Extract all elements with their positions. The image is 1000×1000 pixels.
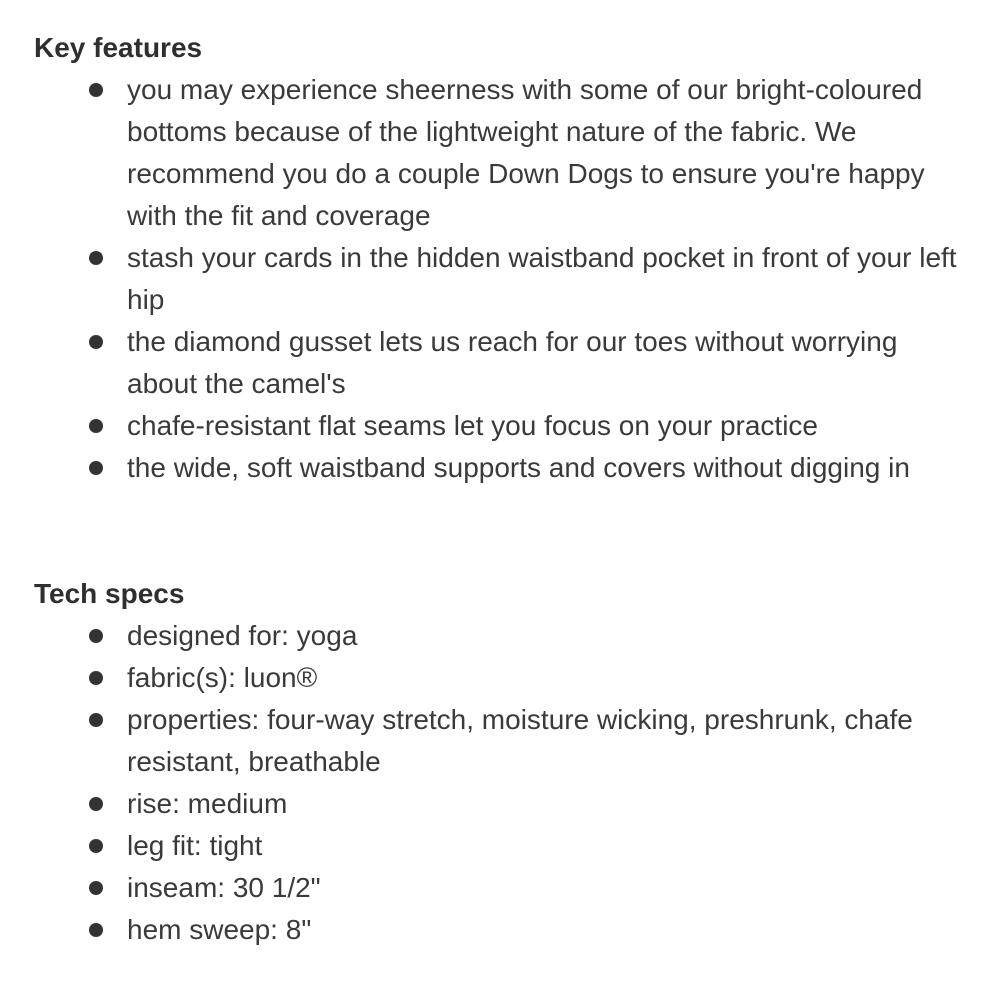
list-item-text: the wide, soft waistband supports and covers without digging in [127, 452, 910, 483]
list-item [0, 405, 1000, 447]
bullet-icon [89, 461, 103, 475]
bullet-icon [89, 335, 103, 349]
tech-specs-list [0, 615, 1000, 951]
list-item-text: fabric(s): luon® [127, 662, 318, 693]
list-item [0, 699, 1000, 783]
list-item [0, 657, 1000, 699]
tech-specs-heading: Tech specs [34, 578, 185, 609]
list-item [0, 69, 1000, 237]
bullet-icon [89, 881, 103, 895]
list-item [0, 783, 1000, 825]
list-item-text: you may experience sheerness with some of our bright-coloured bottoms because of the lightweight nature of the fabric. We recommend you do a couple Down Dogs to ensure you're happy with the fit and coverage [127, 74, 925, 231]
list-item [0, 867, 1000, 909]
list-item-text: inseam: 30 1/2" [127, 872, 321, 903]
bullet-icon [89, 83, 103, 97]
bullet-icon [89, 923, 103, 937]
bullet-icon [89, 713, 103, 727]
list-item-text: stash your cards in the hidden waistband pocket in front of your left hip [127, 242, 957, 315]
list-item-text: designed for: yoga [127, 620, 358, 651]
bullet-icon [89, 797, 103, 811]
key-features-list [0, 69, 1000, 489]
key-features-heading: Key features [34, 32, 203, 63]
list-item [0, 237, 1000, 321]
list-item-text: chafe-resistant flat seams let you focus on your practice [127, 410, 818, 441]
list-item [0, 321, 1000, 405]
list-item-text: the diamond gusset lets us reach for our toes without worrying about the camel's [127, 326, 898, 399]
list-item-text: properties: four-way stretch, moisture wicking, preshrunk, chafe resistant, breathable [127, 704, 913, 777]
list-item [0, 447, 1000, 489]
list-item-text: rise: medium [127, 788, 288, 819]
list-item [0, 825, 1000, 867]
bullet-icon [89, 629, 103, 643]
bullet-icon [89, 671, 103, 685]
list-item-text: hem sweep: 8" [127, 914, 312, 945]
list-item [0, 615, 1000, 657]
list-item-text: leg fit: tight [127, 830, 263, 861]
bullet-icon [89, 419, 103, 433]
bullet-icon [89, 839, 103, 853]
list-item [0, 909, 1000, 951]
bullet-icon [89, 251, 103, 265]
